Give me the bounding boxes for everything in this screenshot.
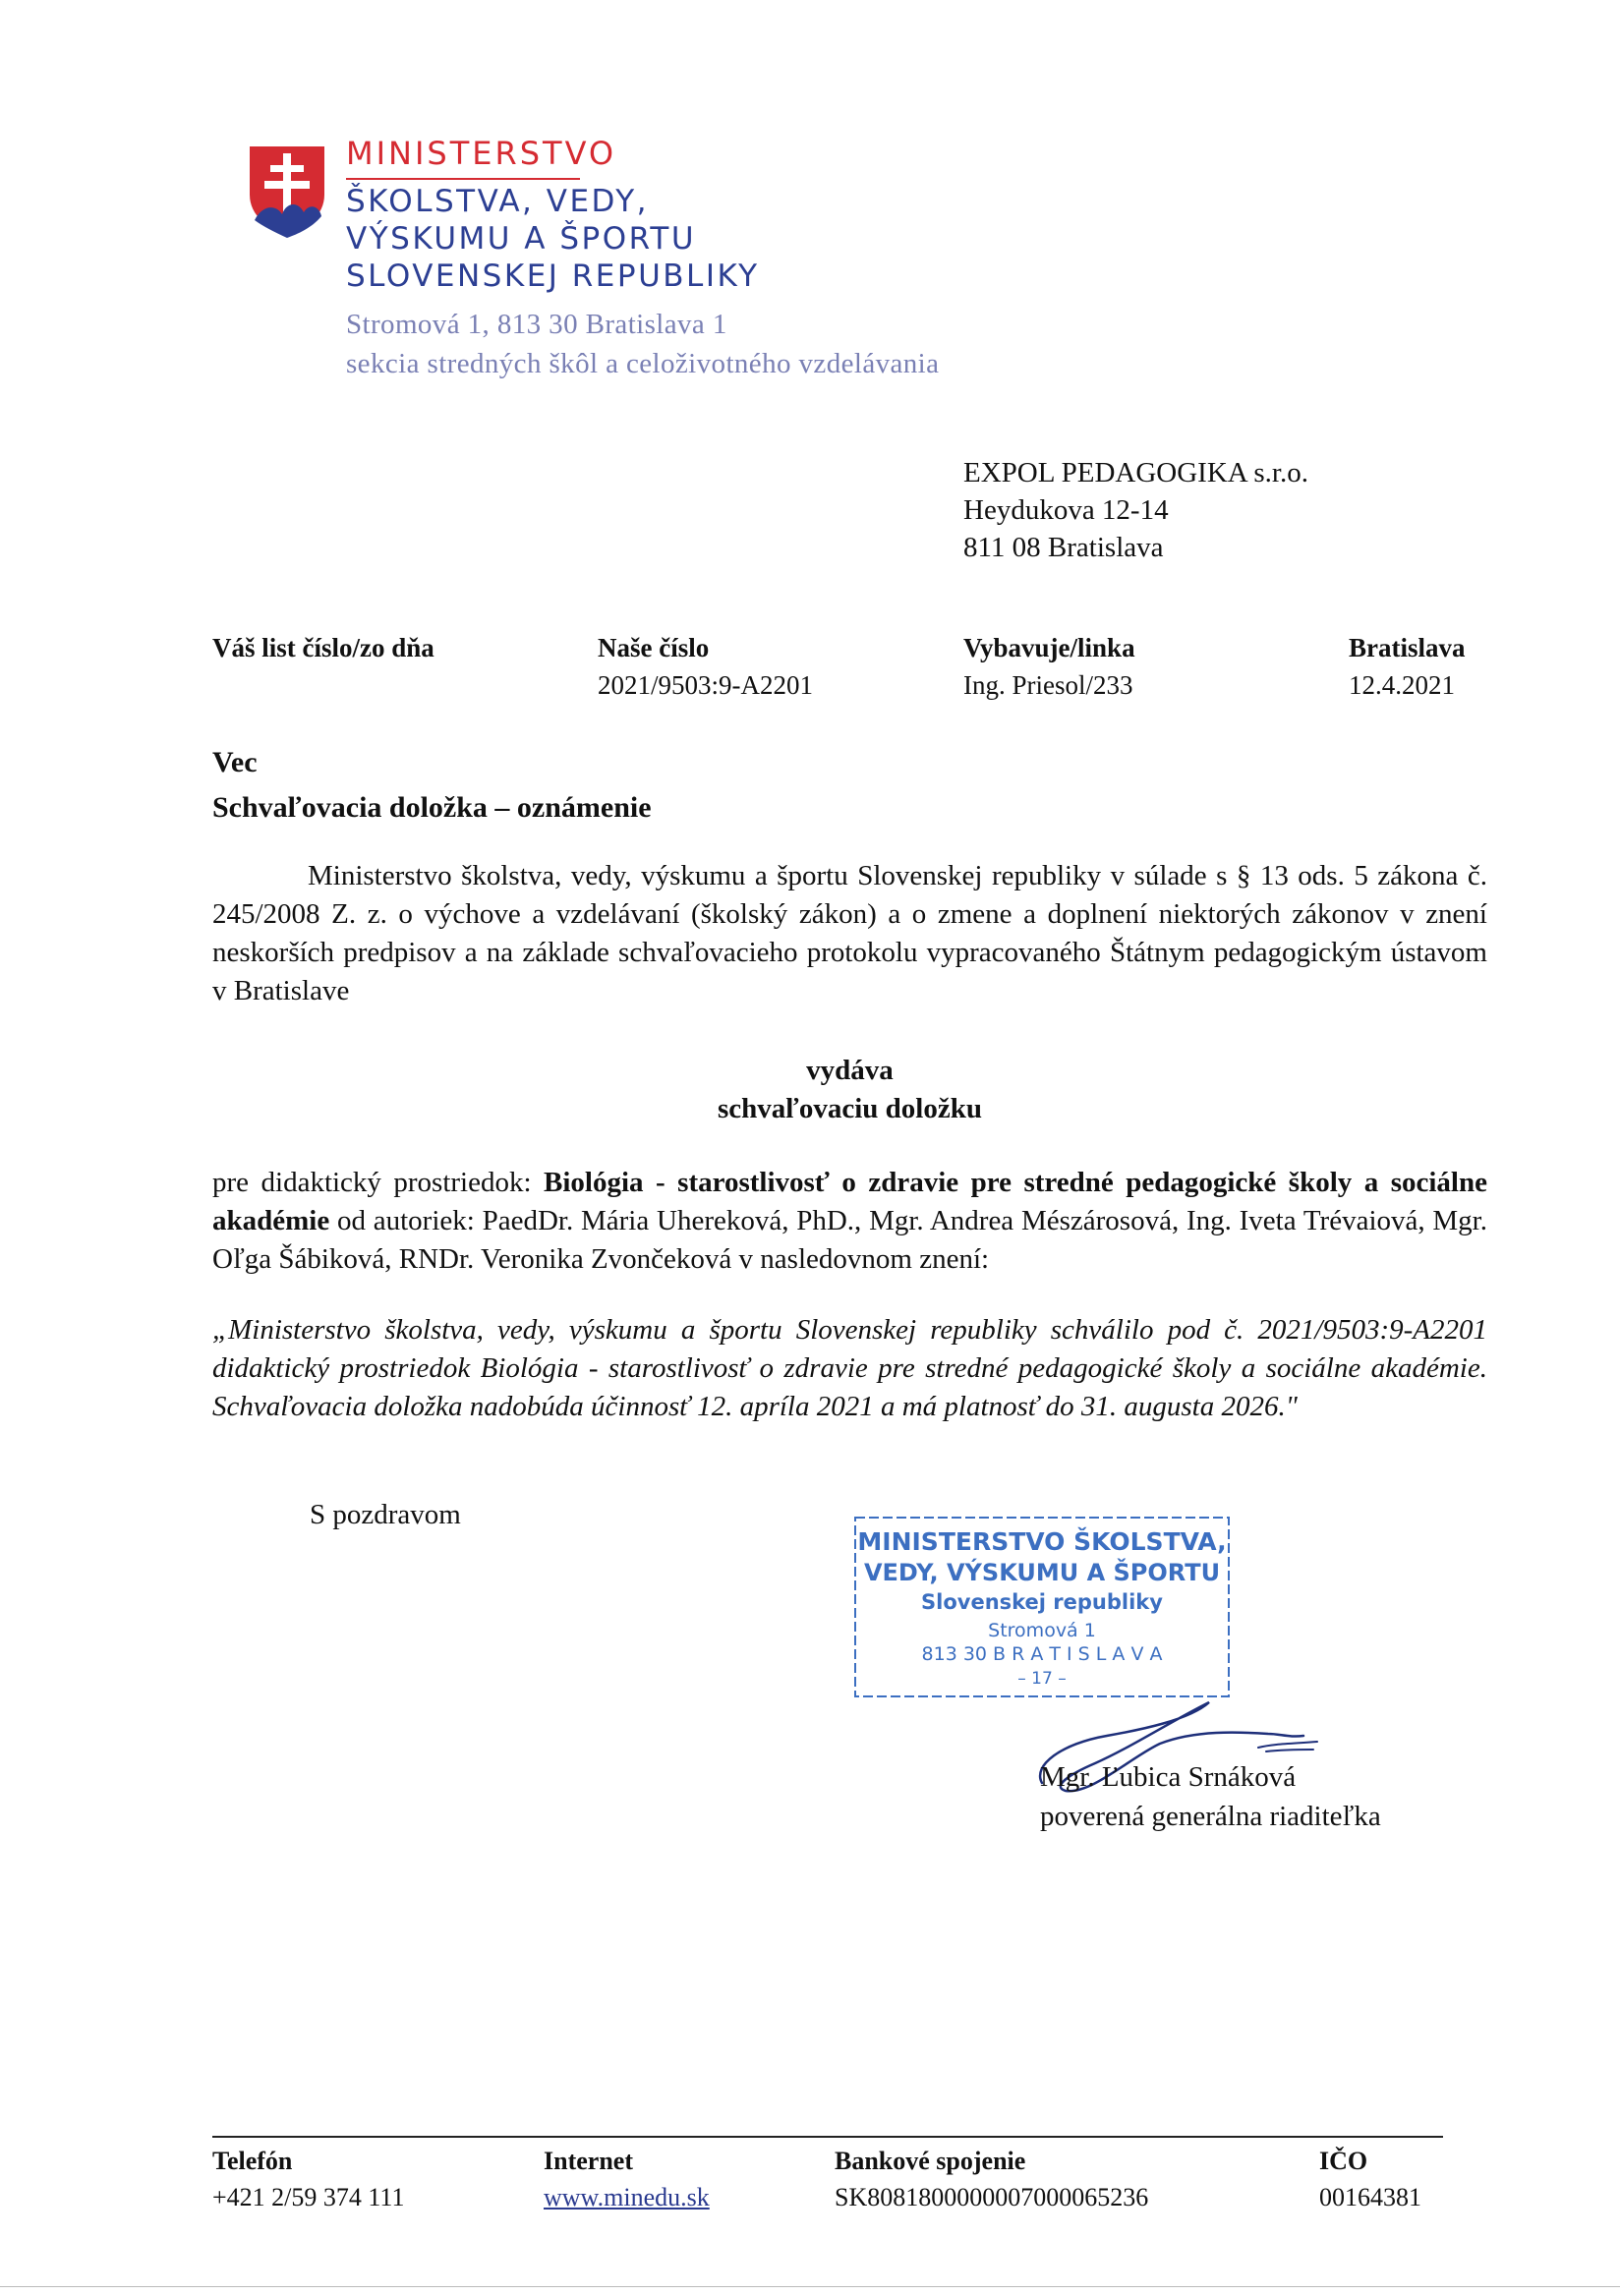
recipient-city: 811 08 Bratislava bbox=[963, 532, 1164, 563]
internet-label: Internet bbox=[544, 2147, 633, 2175]
stamp-line3: Slovenskej republiky bbox=[921, 1590, 1163, 1614]
ministry-name-line2: ŠKOLSTVA, VEDY, bbox=[346, 184, 649, 219]
stamp-line4: Stromová 1 bbox=[988, 1620, 1096, 1641]
signer bbox=[1040, 1757, 1381, 1836]
didactic-title: Biológia - starostlivosť o zdravie pre stredné pedagogické školy a sociálne akadémie bbox=[212, 1167, 1487, 1236]
handled-by-ref bbox=[963, 629, 1135, 704]
bank-label: Bankové spojenie bbox=[835, 2147, 1026, 2175]
website-link[interactable]: www.minedu.sk bbox=[544, 2183, 710, 2211]
our-number-value: 2021/9503:9-A2201 bbox=[598, 670, 813, 700]
signer-role: poverená generálna riaditeľka bbox=[1040, 1801, 1381, 1832]
footer-rule bbox=[212, 2136, 1443, 2138]
footer-ico bbox=[1319, 2143, 1421, 2215]
subject-title: Schvaľovacia doložka – oznámenie bbox=[212, 791, 652, 824]
ministry-name-line3: VÝSKUMU A ŠPORTU bbox=[346, 221, 697, 257]
issues-line2: schvaľovaciu doložku bbox=[717, 1093, 982, 1124]
subject bbox=[212, 740, 652, 831]
recipient-address bbox=[963, 454, 1308, 566]
didactic-paragraph bbox=[212, 1164, 1487, 1279]
stamp-line1: MINISTERSTVO ŠKOLSTVA, bbox=[857, 1527, 1227, 1556]
ministry-name-line4: SLOVENSKEJ REPUBLIKY bbox=[346, 258, 760, 294]
didactic-prefix: pre didaktický prostriedok: bbox=[212, 1167, 545, 1198]
phone-value: +421 2/59 374 111 bbox=[212, 2183, 405, 2211]
footer-phone bbox=[212, 2143, 404, 2215]
intro-paragraph bbox=[212, 857, 1487, 1010]
footer-internet bbox=[544, 2143, 710, 2215]
ministry-address bbox=[346, 305, 939, 383]
our-number-label: Naše číslo bbox=[598, 633, 710, 662]
your-letter-label: Váš list číslo/zo dňa bbox=[212, 633, 434, 662]
page-bottom-line bbox=[0, 2286, 1620, 2287]
ministry-name-line1: MINISTERSTVO bbox=[346, 135, 617, 172]
ico-label: IČO bbox=[1319, 2147, 1368, 2175]
footer-bank bbox=[835, 2143, 1148, 2215]
issues-heading bbox=[212, 1052, 1487, 1128]
slovak-coat-of-arms-icon bbox=[247, 144, 327, 240]
ministry-name bbox=[346, 134, 897, 173]
header-red-rule bbox=[346, 178, 580, 180]
subject-label: Vec bbox=[212, 746, 258, 778]
didactic-text bbox=[212, 1164, 1487, 1279]
bank-value: SK8081800000007000065236 bbox=[835, 2183, 1149, 2211]
your-letter-ref bbox=[212, 629, 434, 666]
stamp-line6: – 17 – bbox=[1017, 1669, 1067, 1689]
issues-line1: vydáva bbox=[806, 1055, 894, 1086]
approval-quote bbox=[212, 1311, 1487, 1426]
didactic-authors: od autoriek: PaedDr. Mária Uhereková, PhD., Mgr. Andrea Mészárosová, Ing. Iveta Trévaiová, Mgr. Oľga Šábiková, RNDr. Veronika Zvončeková v nasledovnom znení: bbox=[212, 1205, 1487, 1275]
ministry-section: sekcia stredných škôl a celoživotného vzdelávania bbox=[346, 348, 940, 379]
ministry-address-line1: Stromová 1, 813 30 Bratislava 1 bbox=[346, 309, 727, 340]
stamp-line5: 813 30 B R A T I S L A V A bbox=[921, 1643, 1163, 1665]
date-value: 12.4.2021 bbox=[1349, 670, 1455, 700]
signer-name: Mgr. Ľubica Srnáková bbox=[1040, 1761, 1297, 1793]
intro-text: Ministerstvo školstva, vedy, výskumu a športu Slovenskej republiky v súlade s § 13 ods. 5 zákona č. 245/2008 Z. z. o výchove a vzdelávaní (školský zákon) a o zmene a doplnení niektorých zákonov v znení neskorších predpisov a na základe schvaľovacieho protokolu vypracovaného Štátnym pedagogickým ústavom v Bratislave bbox=[212, 860, 1487, 1006]
recipient-street: Heydukova 12-14 bbox=[963, 494, 1169, 526]
our-number-ref bbox=[598, 629, 813, 704]
stamp-line2: VEDY, VÝSKUMU A ŠPORTU bbox=[863, 1559, 1221, 1586]
recipient-name: EXPOL PEDAGOGIKA s.r.o. bbox=[963, 457, 1308, 488]
place-label: Bratislava bbox=[1349, 633, 1466, 662]
ministry-name-sub bbox=[346, 183, 897, 295]
date-ref bbox=[1349, 629, 1466, 704]
approval-quote-text: „Ministerstvo školstva, vedy, výskumu a športu Slovenskej republiky schválilo pod č. 2021/9503:9-A2201 didaktický prostriedok Biológia - starostlivosť o zdravie pre stredné pedagogické školy a sociálne akadémie. Schvaľovacia doložka nadobúda účinnosť 12. apríla 2021 a má platnosť do 31. augusta 2026." bbox=[212, 1314, 1487, 1422]
greeting: S pozdravom bbox=[310, 1499, 461, 1530]
ico-value: 00164381 bbox=[1319, 2183, 1421, 2211]
official-stamp bbox=[851, 1514, 1233, 1700]
handled-by-value: Ing. Priesol/233 bbox=[963, 670, 1133, 700]
phone-label: Telefón bbox=[212, 2147, 293, 2175]
handled-by-label: Vybavuje/linka bbox=[963, 633, 1135, 662]
